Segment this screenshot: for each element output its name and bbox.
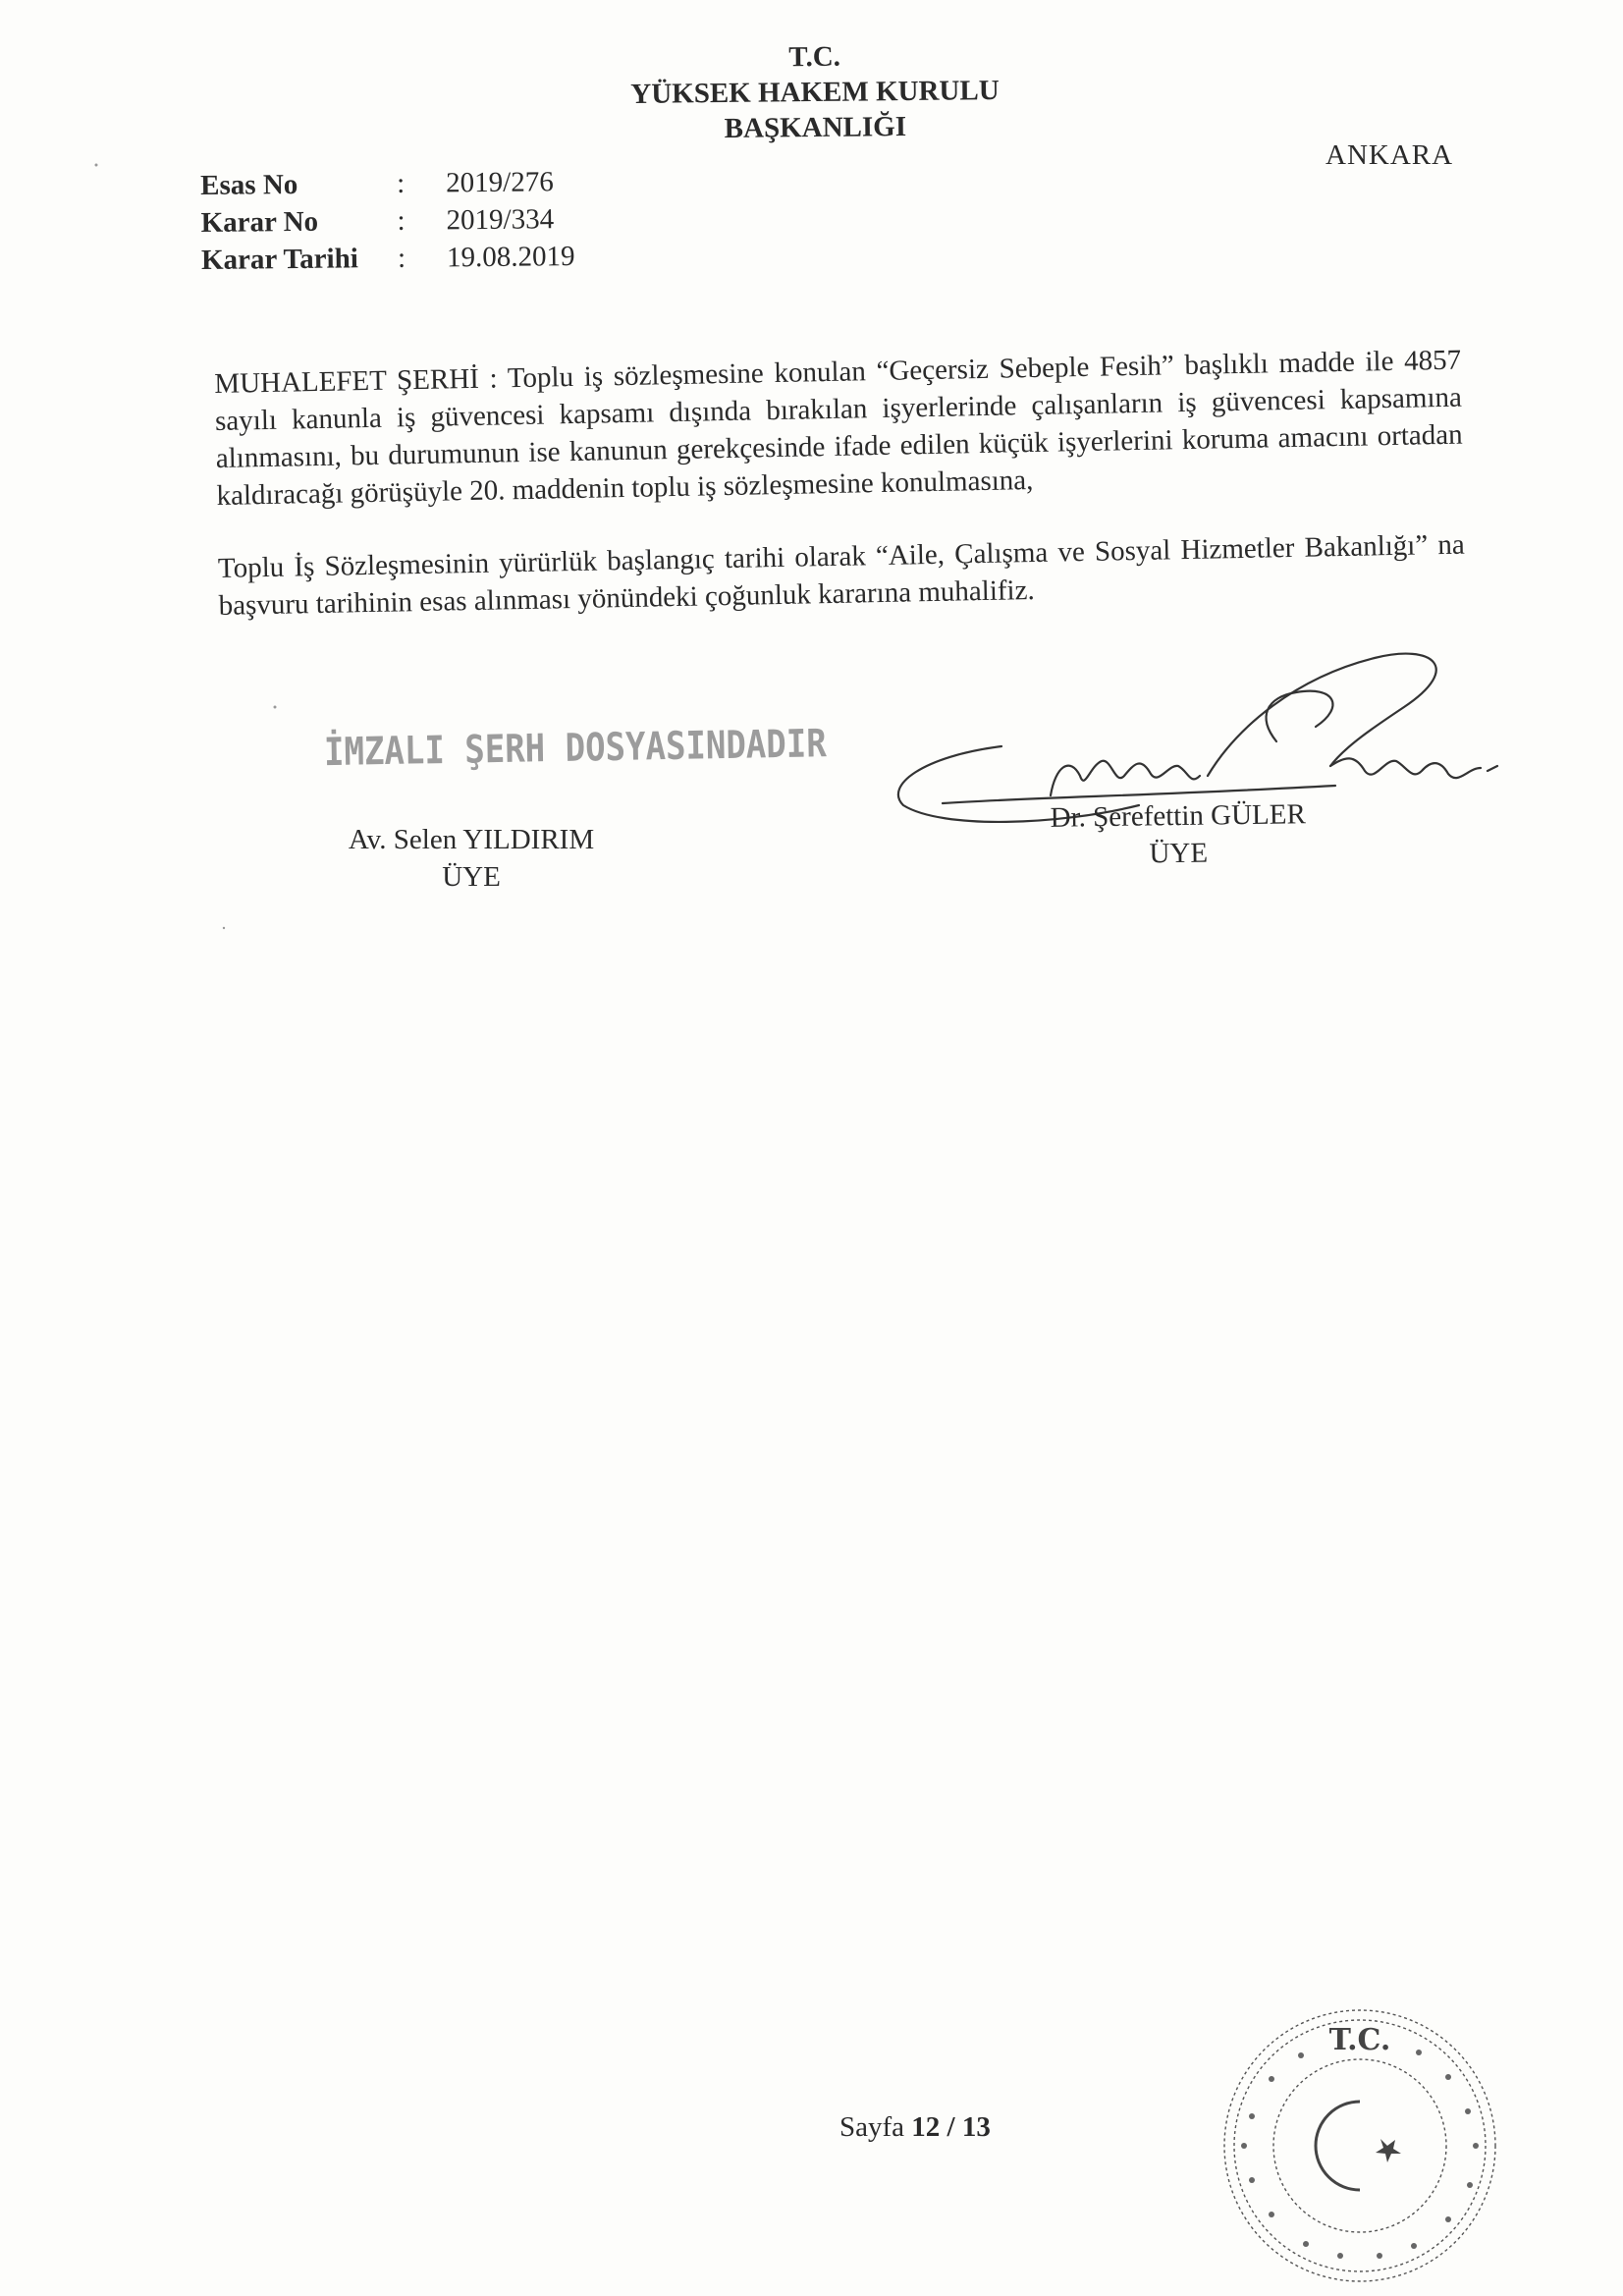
signatory-left <box>324 821 619 896</box>
document-header <box>549 36 1080 148</box>
case-row-karar <box>200 200 574 242</box>
case-label: Esas No <box>200 168 298 201</box>
city-label: ANKARA <box>1325 139 1454 171</box>
dissent-paragraph-2: Toplu İş Sözleşmesinin yürürlük başlangıç tarihi olarak “Aile, Çalışma ve Sosyal Hizmetler Bakanlığı” na başvuru tarihinin esas alınması yönündeki çoğunluk kararına muhalifiz. <box>217 528 1466 622</box>
page-prefix: Sayfa <box>839 2111 905 2143</box>
signatory-role: ÜYE <box>1149 837 1209 870</box>
case-value: 2019/334 <box>446 203 555 237</box>
dissent-body <box>214 342 1467 660</box>
dissent-paragraph-1: MUHALEFET ŞERHİ : Toplu iş sözleşmesine konulan “Geçersiz Sebeple Fesih” başlıklı madde ile 4857 sayılı kanunla iş güvencesi kapsamı dışında bırakılan işyerlerinde çalışanların iş güvencesi kapsamına alınmasını, bu durumunun ise kanunun gerekçesinde ifade edilen küçük işyerlerini koruma amacını ortadan kaldıracağı görüşüyle 20. maddenin toplu iş sözleşmesine konulmasına, <box>214 344 1463 512</box>
header-line-tc: T.C. <box>788 40 841 74</box>
case-colon: : <box>397 204 406 237</box>
page-number: 12 / 13 <box>911 2111 991 2143</box>
header-line-institution: YÜKSEK HAKEM KURULU <box>630 75 1000 110</box>
signatory-role: ÜYE <box>442 861 501 893</box>
case-row-esas <box>200 163 574 204</box>
case-value: 2019/276 <box>446 166 554 199</box>
case-value: 19.08.2019 <box>446 241 575 274</box>
case-label: Karar No <box>200 205 319 239</box>
svg-text:T.C.: T.C. <box>1328 2023 1391 2057</box>
case-colon: : <box>397 242 406 274</box>
official-seal-icon <box>1213 1998 1507 2293</box>
case-row-tarih <box>201 238 575 279</box>
page-footer <box>839 2111 991 2144</box>
signatory-name: Av. Selen YILDIRIM <box>348 824 595 855</box>
signatory-right <box>1010 795 1345 875</box>
signatory-name: Dr. Şerefettin GÜLER <box>1050 798 1307 834</box>
header-line-presidency: BAŞKANLIĞI <box>724 111 907 144</box>
case-colon: : <box>397 167 406 199</box>
case-label: Karar Tarihi <box>200 243 358 276</box>
case-info <box>200 163 575 279</box>
signed-annotation-stamp: İMZALI ŞERH DOSYASINDADIR <box>323 721 828 776</box>
